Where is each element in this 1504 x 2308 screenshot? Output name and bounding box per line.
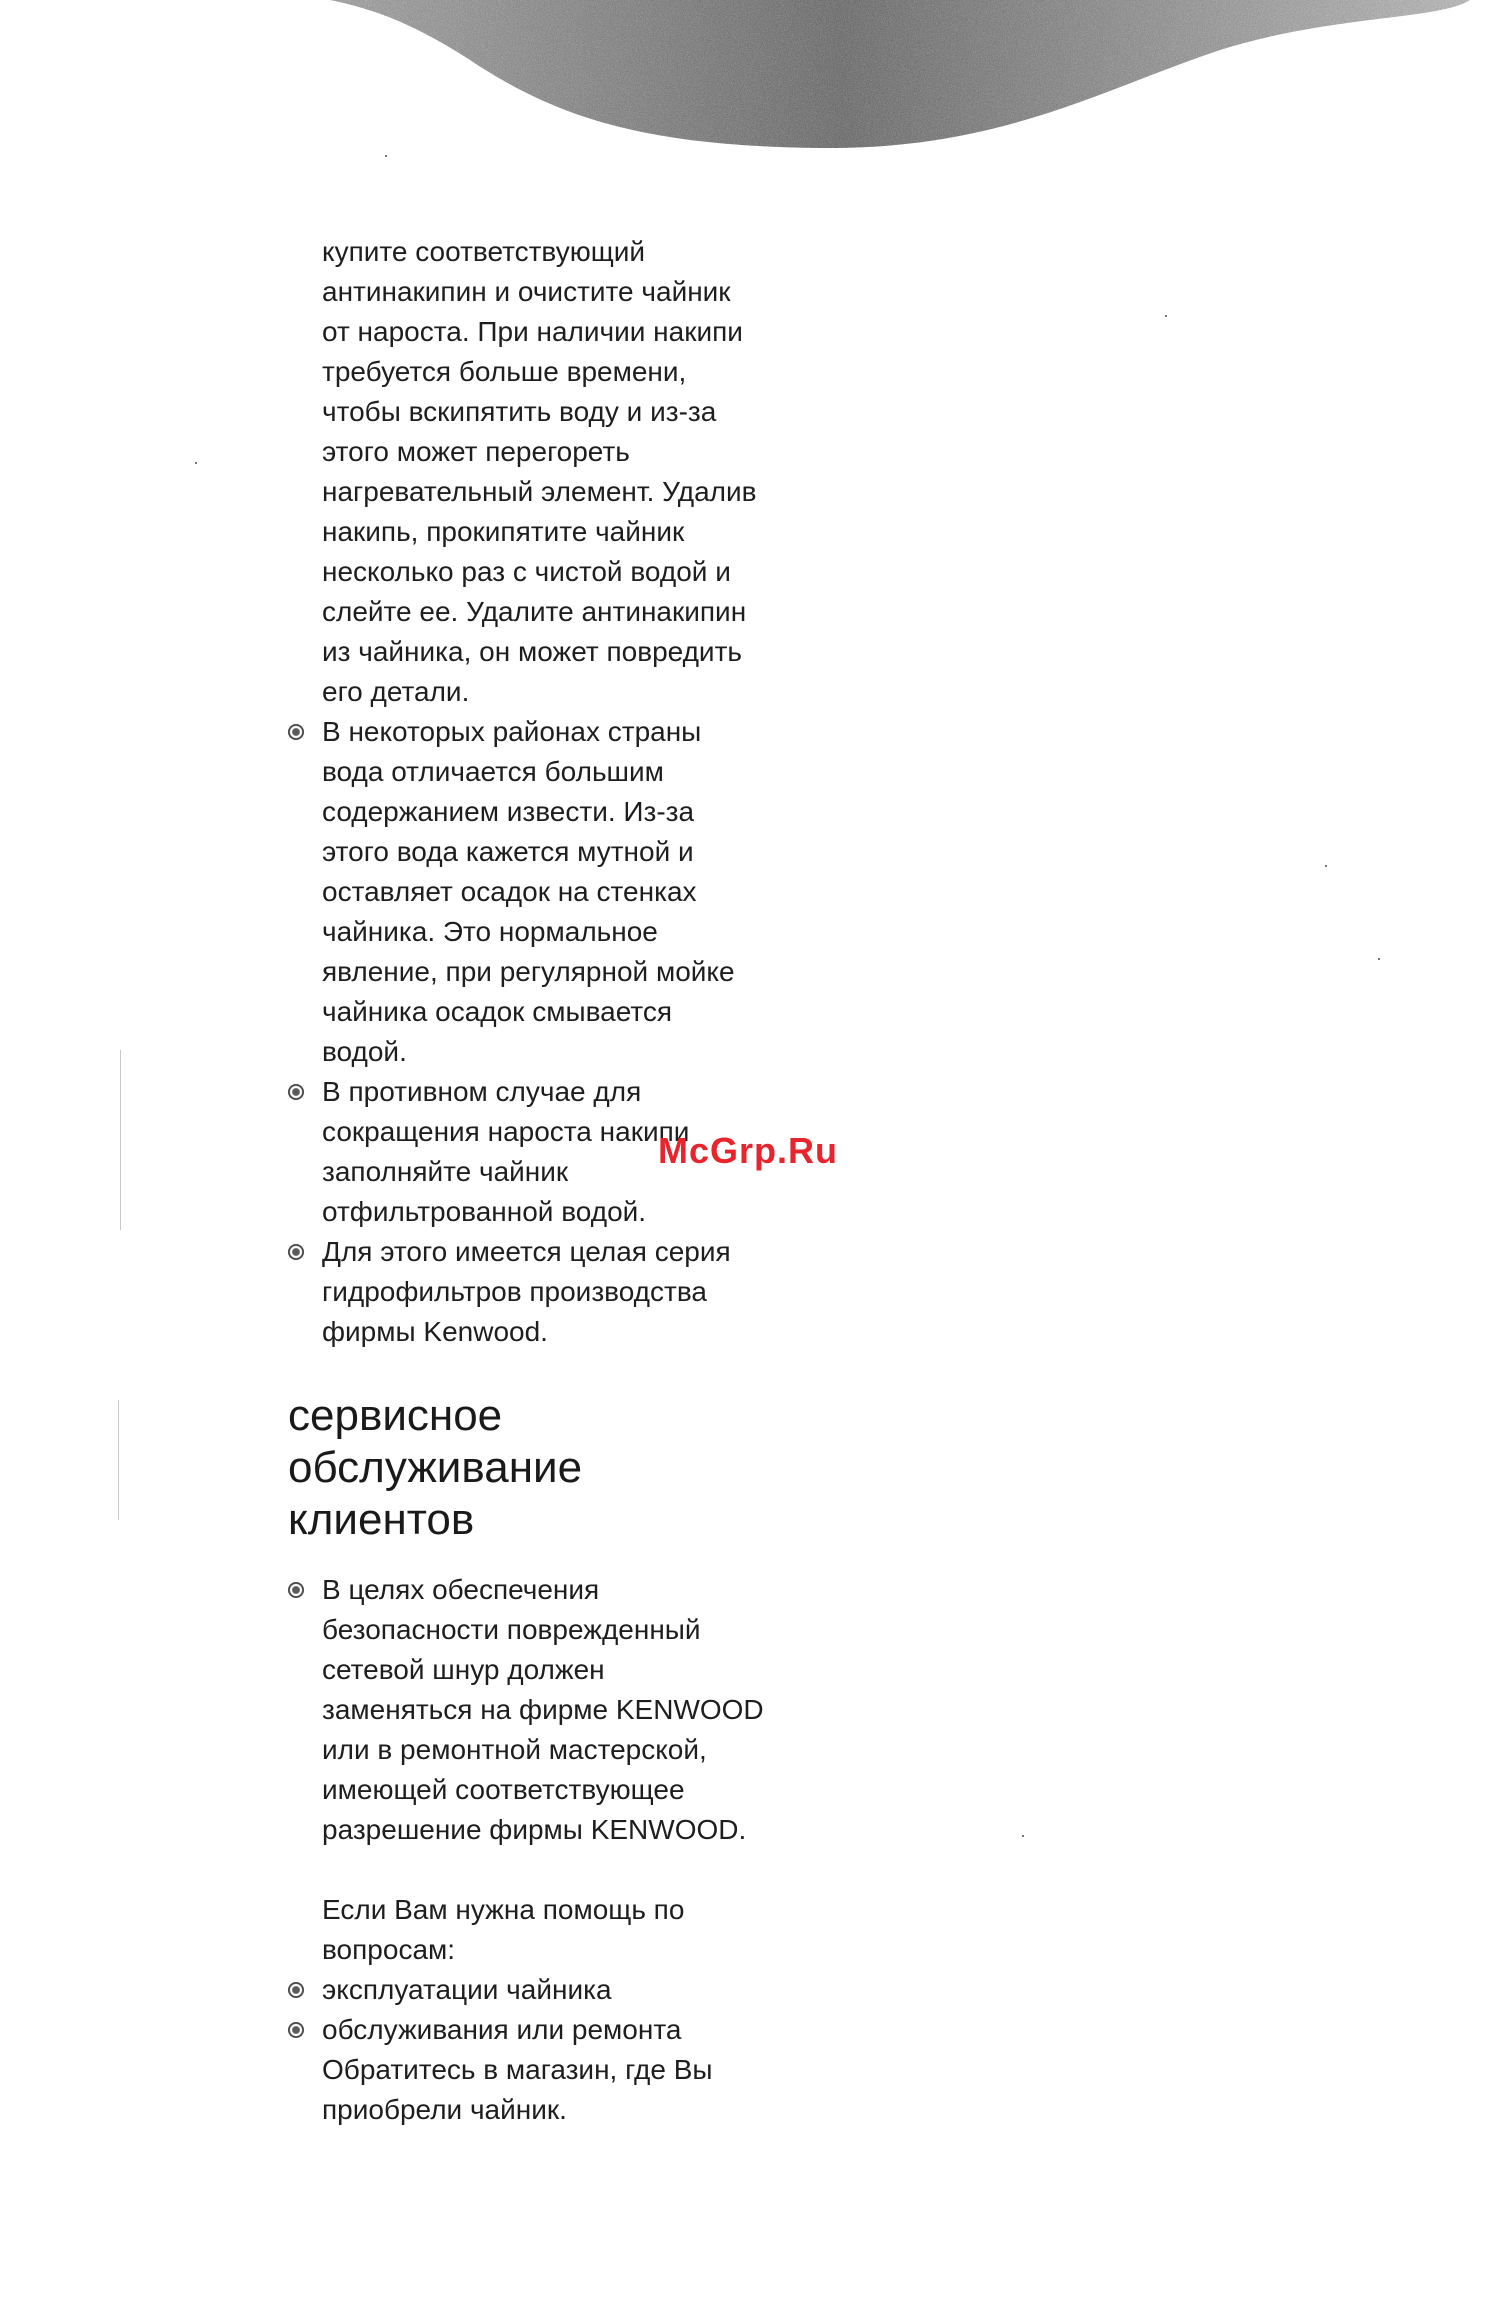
scan-speck — [1022, 1835, 1024, 1837]
text-line: В целях обеспечения — [322, 1574, 600, 1605]
text-line: этого может перегореть — [322, 436, 630, 467]
text-line: его детали. — [322, 676, 470, 707]
scan-speck — [1325, 865, 1327, 867]
bullet-cord-replacement — [322, 1570, 842, 1850]
scan-edge-line — [120, 1050, 121, 1230]
text-column — [322, 232, 842, 1352]
scan-edge-line — [118, 1400, 119, 1520]
watermark: McGrp.Ru — [658, 1130, 839, 1171]
text-line: чайника осадок смывается — [322, 996, 673, 1027]
paragraph-help — [322, 1890, 842, 1970]
paragraph-descaling — [322, 232, 842, 712]
text-line: требуется больше времени, — [322, 356, 687, 387]
text-line: или в ремонтной мастерской, — [322, 1734, 707, 1765]
text-line: вода отличается большим — [322, 756, 664, 787]
text-line: чайника. Это нормальное — [322, 916, 658, 947]
text-line: чтобы вскипятить воду и из-за — [322, 396, 717, 427]
text-line: заменяться на фирме KENWOOD — [322, 1694, 764, 1725]
bullet-icon — [288, 724, 304, 740]
text-line: отфильтрованной водой. — [322, 1196, 647, 1227]
text-line: антинакипин и очистите чайник — [322, 276, 731, 307]
decorative-wave-header — [0, 0, 1504, 160]
text-line: слейте ее. Удалите антинакипин — [322, 596, 747, 627]
text-line: фирмы Kenwood. — [322, 1316, 548, 1347]
text-line: обслуживания или ремонта — [322, 2014, 682, 2045]
bullet-icon — [288, 1084, 304, 1100]
text-line: из чайника, он может повредить — [322, 636, 742, 667]
text-line: явление, при регулярной мойке — [322, 956, 735, 987]
section-title — [288, 1390, 582, 1546]
text-line: безопасности поврежденный — [322, 1614, 701, 1645]
text-line: заполняйте чайник — [322, 1156, 569, 1187]
text-line: В противном случае для — [322, 1076, 642, 1107]
text-line: от нароста. При наличии накипи — [322, 316, 743, 347]
text-line: купите соответствующий — [322, 236, 646, 267]
text-line: В некоторых районах страны — [322, 716, 702, 747]
section-title-line: сервисное — [288, 1391, 503, 1440]
section-title-line: клиентов — [288, 1495, 475, 1544]
text-line: накипь, прокипятите чайник — [322, 516, 685, 547]
bullet-hard-water — [322, 712, 842, 1072]
section-title-line: обслуживание — [288, 1443, 583, 1492]
service-text-column — [322, 1570, 842, 2130]
text-line: оставляет осадок на стенках — [322, 876, 697, 907]
bullet-service-repair — [322, 2010, 842, 2130]
text-line: приобрели чайник. — [322, 2094, 567, 2125]
text-line: Если Вам нужна помощь по — [322, 1894, 685, 1925]
text-line: эксплуатации чайника — [322, 1974, 612, 2005]
bullet-icon — [288, 1982, 304, 1998]
bullet-kenwood-filters — [322, 1232, 842, 1352]
scan-speck — [1165, 315, 1167, 317]
text-line: Для этого имеется целая серия — [322, 1236, 731, 1267]
text-line: гидрофильтров производства — [322, 1276, 707, 1307]
text-line: вопросам: — [322, 1934, 456, 1965]
text-line: Обратитесь в магазин, где Вы — [322, 2054, 713, 2085]
scan-speck — [195, 462, 197, 464]
text-line: водой. — [322, 1036, 407, 1067]
text-line: сетевой шнур должен — [322, 1654, 605, 1685]
scan-speck — [1378, 958, 1380, 960]
text-line: нагревательный элемент. Удалив — [322, 476, 757, 507]
bullet-icon — [288, 1244, 304, 1260]
text-line: сокращения нароста накипи — [322, 1116, 690, 1147]
bullet-operation — [322, 1970, 842, 2010]
bullet-icon — [288, 2022, 304, 2038]
text-line: содержанием извести. Из-за — [322, 796, 695, 827]
scan-speck — [385, 155, 387, 157]
text-line: этого вода кажется мутной и — [322, 836, 694, 867]
text-line: имеющей соответствующее — [322, 1774, 685, 1805]
bullet-icon — [288, 1582, 304, 1598]
text-line: разрешение фирмы KENWOOD. — [322, 1814, 747, 1845]
text-line: несколько раз с чистой водой и — [322, 556, 731, 587]
